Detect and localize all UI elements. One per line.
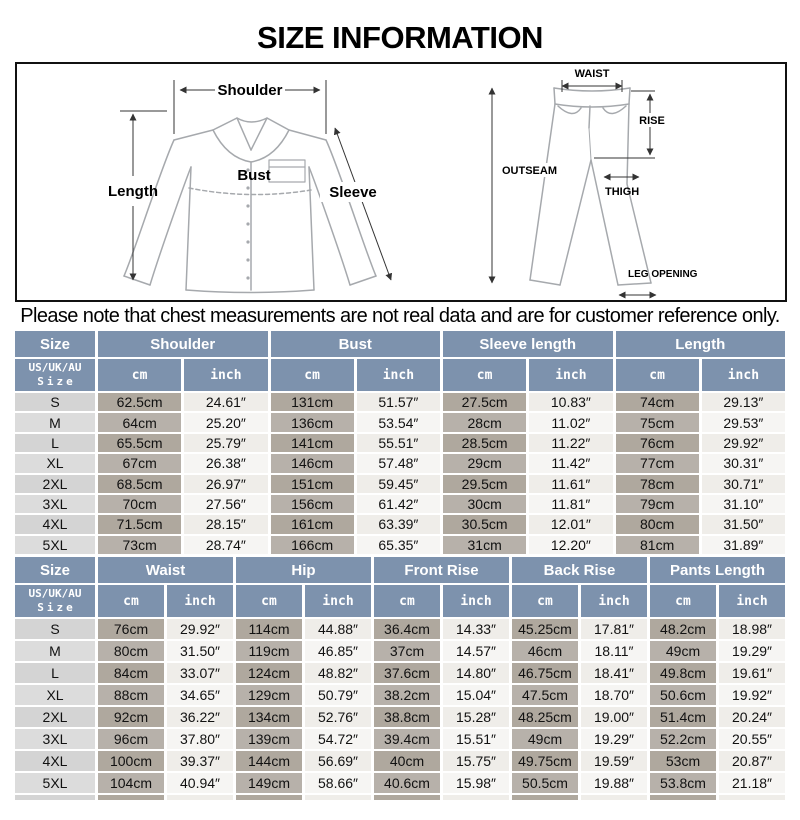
cm-value-cell: 46.75cm bbox=[512, 663, 578, 683]
cm-value-cell: 134cm bbox=[236, 707, 302, 727]
inch-value-cell: 31.89″ bbox=[702, 536, 785, 554]
pants-thigh-label: THIGH bbox=[605, 186, 640, 198]
size-cell: 3XL bbox=[15, 729, 95, 749]
inch-value-cell: 11.22″ bbox=[529, 434, 612, 452]
cropped-row-sliver bbox=[650, 795, 716, 800]
cm-value-cell: 73cm bbox=[98, 536, 181, 554]
cm-value-cell: 38.8cm bbox=[374, 707, 440, 727]
unit-header-inch: inch bbox=[184, 359, 267, 391]
cm-value-cell: 28cm bbox=[443, 413, 526, 431]
cropped-row-sliver bbox=[374, 795, 440, 800]
unit-header-cm: cm bbox=[374, 585, 440, 617]
shirt-length-label: Length bbox=[108, 183, 158, 200]
cm-value-cell: 49cm bbox=[512, 729, 578, 749]
size-cell: 4XL bbox=[15, 515, 95, 533]
cm-value-cell: 39.4cm bbox=[374, 729, 440, 749]
size-cell: L bbox=[15, 663, 95, 683]
inch-value-cell: 18.11″ bbox=[581, 641, 647, 661]
cm-value-cell: 49cm bbox=[650, 641, 716, 661]
inch-value-cell: 19.29″ bbox=[581, 729, 647, 749]
cm-value-cell: 48.2cm bbox=[650, 619, 716, 639]
unit-header-inch: inch bbox=[305, 585, 371, 617]
inch-value-cell: 31.50″ bbox=[167, 641, 233, 661]
inch-value-cell: 11.81″ bbox=[529, 495, 612, 513]
inch-value-cell: 44.88″ bbox=[305, 619, 371, 639]
bottoms-size-table bbox=[15, 557, 785, 800]
cm-value-cell: 36.4cm bbox=[374, 619, 440, 639]
cm-value-cell: 40cm bbox=[374, 751, 440, 771]
size-cell: 5XL bbox=[15, 773, 95, 793]
unit-header-inch: inch bbox=[443, 585, 509, 617]
inch-value-cell: 11.61″ bbox=[529, 475, 612, 493]
cm-value-cell: 88cm bbox=[98, 685, 164, 705]
cm-value-cell: 29cm bbox=[443, 454, 526, 472]
inch-value-cell: 50.79″ bbox=[305, 685, 371, 705]
cm-value-cell: 129cm bbox=[236, 685, 302, 705]
inch-value-cell: 55.51″ bbox=[357, 434, 440, 452]
inch-value-cell: 28.74″ bbox=[184, 536, 267, 554]
cm-value-cell: 62.5cm bbox=[98, 393, 181, 411]
inch-value-cell: 59.45″ bbox=[357, 475, 440, 493]
inch-value-cell: 31.10″ bbox=[702, 495, 785, 513]
cropped-row-sliver bbox=[443, 795, 509, 800]
size-cell: XL bbox=[15, 454, 95, 472]
cm-value-cell: 79cm bbox=[616, 495, 699, 513]
inch-value-cell: 39.37″ bbox=[167, 751, 233, 771]
group-header: Sleeve length bbox=[443, 331, 613, 357]
cm-value-cell: 48.25cm bbox=[512, 707, 578, 727]
unit-header-cm: cm bbox=[512, 585, 578, 617]
unit-header-inch: inch bbox=[702, 359, 785, 391]
cropped-row-sliver bbox=[167, 795, 233, 800]
inch-value-cell: 27.56″ bbox=[184, 495, 267, 513]
pants-outseam-label: OUTSEAM bbox=[502, 165, 557, 177]
inch-value-cell: 19.88″ bbox=[581, 773, 647, 793]
inch-value-cell: 26.97″ bbox=[184, 475, 267, 493]
cm-value-cell: 161cm bbox=[271, 515, 354, 533]
cm-value-cell: 70cm bbox=[98, 495, 181, 513]
inch-value-cell: 15.28″ bbox=[443, 707, 509, 727]
inch-value-cell: 54.72″ bbox=[305, 729, 371, 749]
cm-value-cell: 100cm bbox=[98, 751, 164, 771]
cm-value-cell: 49.75cm bbox=[512, 751, 578, 771]
page-title: SIZE INFORMATION bbox=[257, 20, 543, 55]
cm-value-cell: 27.5cm bbox=[443, 393, 526, 411]
size-subheader-line: Size bbox=[37, 601, 76, 614]
inch-value-cell: 57.48″ bbox=[357, 454, 440, 472]
group-header: Hip bbox=[236, 557, 371, 583]
cm-value-cell: 144cm bbox=[236, 751, 302, 771]
cm-value-cell: 28.5cm bbox=[443, 434, 526, 452]
cm-value-cell: 76cm bbox=[616, 434, 699, 452]
group-header: Back Rise bbox=[512, 557, 647, 583]
size-subheader bbox=[15, 359, 95, 391]
size-cell: L bbox=[15, 434, 95, 452]
pants-waist-label: WAIST bbox=[574, 68, 610, 80]
cm-value-cell: 65.5cm bbox=[98, 434, 181, 452]
cropped-row-sliver bbox=[98, 795, 164, 800]
cm-value-cell: 131cm bbox=[271, 393, 354, 411]
inch-value-cell: 19.29″ bbox=[719, 641, 785, 661]
size-subheader bbox=[15, 585, 95, 617]
unit-header-inch: inch bbox=[357, 359, 440, 391]
disclaimer-note: Please note that chest measurements are not real data and are for customer reference only. bbox=[20, 305, 780, 327]
cm-value-cell: 37.6cm bbox=[374, 663, 440, 683]
inch-value-cell: 46.85″ bbox=[305, 641, 371, 661]
inch-value-cell: 18.70″ bbox=[581, 685, 647, 705]
unit-header-cm: cm bbox=[443, 359, 526, 391]
cm-value-cell: 51.4cm bbox=[650, 707, 716, 727]
shirt-shoulder-label: Shoulder bbox=[217, 82, 283, 99]
inch-value-cell: 11.02″ bbox=[529, 413, 612, 431]
inch-value-cell: 17.81″ bbox=[581, 619, 647, 639]
cm-value-cell: 80cm bbox=[616, 515, 699, 533]
cm-value-cell: 74cm bbox=[616, 393, 699, 411]
size-cell: XL bbox=[15, 685, 95, 705]
inch-value-cell: 33.07″ bbox=[167, 663, 233, 683]
cm-value-cell: 50.5cm bbox=[512, 773, 578, 793]
size-cell: 2XL bbox=[15, 475, 95, 493]
group-header: Front Rise bbox=[374, 557, 509, 583]
inch-value-cell: 30.71″ bbox=[702, 475, 785, 493]
inch-value-cell: 29.53″ bbox=[702, 413, 785, 431]
inch-value-cell: 37.80″ bbox=[167, 729, 233, 749]
inch-value-cell: 51.57″ bbox=[357, 393, 440, 411]
cm-value-cell: 45.25cm bbox=[512, 619, 578, 639]
cm-value-cell: 49.8cm bbox=[650, 663, 716, 683]
inch-value-cell: 48.82″ bbox=[305, 663, 371, 683]
unit-header-cm: cm bbox=[98, 585, 164, 617]
cm-value-cell: 141cm bbox=[271, 434, 354, 452]
inch-value-cell: 31.50″ bbox=[702, 515, 785, 533]
pants-leg-opening-label: LEG OPENING bbox=[628, 269, 698, 280]
inch-value-cell: 18.98″ bbox=[719, 619, 785, 639]
inch-value-cell: 25.20″ bbox=[184, 413, 267, 431]
unit-header-inch: inch bbox=[581, 585, 647, 617]
cm-value-cell: 92cm bbox=[98, 707, 164, 727]
inch-value-cell: 19.92″ bbox=[719, 685, 785, 705]
cm-value-cell: 38.2cm bbox=[374, 685, 440, 705]
inch-value-cell: 61.42″ bbox=[357, 495, 440, 513]
cropped-row-sliver bbox=[512, 795, 578, 800]
shirt-diagram bbox=[17, 64, 478, 300]
inch-value-cell: 11.42″ bbox=[529, 454, 612, 472]
inch-value-cell: 20.55″ bbox=[719, 729, 785, 749]
shirt-sketch bbox=[124, 118, 376, 293]
unit-header-cm: cm bbox=[98, 359, 181, 391]
size-cell: S bbox=[15, 619, 95, 639]
shirt-sleeve-label: Sleeve bbox=[329, 184, 377, 201]
pants-rise-label: RISE bbox=[639, 115, 665, 127]
inch-value-cell: 21.18″ bbox=[719, 773, 785, 793]
cm-value-cell: 146cm bbox=[271, 454, 354, 472]
cm-value-cell: 114cm bbox=[236, 619, 302, 639]
cropped-row-sliver bbox=[719, 795, 785, 800]
pants-annotations bbox=[492, 68, 698, 295]
cm-value-cell: 40.6cm bbox=[374, 773, 440, 793]
inch-value-cell: 20.24″ bbox=[719, 707, 785, 727]
cm-value-cell: 78cm bbox=[616, 475, 699, 493]
inch-value-cell: 26.38″ bbox=[184, 454, 267, 472]
cm-value-cell: 119cm bbox=[236, 641, 302, 661]
size-cell: S bbox=[15, 393, 95, 411]
measurement-diagram-box bbox=[15, 62, 787, 302]
cm-value-cell: 139cm bbox=[236, 729, 302, 749]
size-subheader-line: US/UK/AU bbox=[28, 360, 82, 374]
cm-value-cell: 104cm bbox=[98, 773, 164, 793]
cm-value-cell: 156cm bbox=[271, 495, 354, 513]
inch-value-cell: 15.98″ bbox=[443, 773, 509, 793]
shirt-bust-label: Bust bbox=[237, 167, 271, 184]
cm-value-cell: 166cm bbox=[271, 536, 354, 554]
cm-value-cell: 47.5cm bbox=[512, 685, 578, 705]
cm-value-cell: 76cm bbox=[98, 619, 164, 639]
cropped-row-sliver bbox=[15, 795, 95, 800]
inch-value-cell: 15.75″ bbox=[443, 751, 509, 771]
cm-value-cell: 151cm bbox=[271, 475, 354, 493]
cm-value-cell: 64cm bbox=[98, 413, 181, 431]
cm-value-cell: 52.2cm bbox=[650, 729, 716, 749]
inch-value-cell: 40.94″ bbox=[167, 773, 233, 793]
cm-value-cell: 75cm bbox=[616, 413, 699, 431]
tops-size-table bbox=[15, 331, 785, 554]
inch-value-cell: 58.66″ bbox=[305, 773, 371, 793]
group-header: Pants Length bbox=[650, 557, 785, 583]
inch-value-cell: 34.65″ bbox=[167, 685, 233, 705]
inch-value-cell: 20.87″ bbox=[719, 751, 785, 771]
cm-value-cell: 124cm bbox=[236, 663, 302, 683]
group-header: Bust bbox=[271, 331, 441, 357]
cropped-row-sliver bbox=[305, 795, 371, 800]
inch-value-cell: 56.69″ bbox=[305, 751, 371, 771]
inch-value-cell: 19.00″ bbox=[581, 707, 647, 727]
size-subheader-line: Size bbox=[37, 375, 76, 388]
inch-value-cell: 19.61″ bbox=[719, 663, 785, 683]
inch-value-cell: 14.33″ bbox=[443, 619, 509, 639]
cm-value-cell: 149cm bbox=[236, 773, 302, 793]
inch-value-cell: 12.01″ bbox=[529, 515, 612, 533]
cm-value-cell: 77cm bbox=[616, 454, 699, 472]
unit-header-cm: cm bbox=[236, 585, 302, 617]
group-header: Shoulder bbox=[98, 331, 268, 357]
size-subheader-line: US/UK/AU bbox=[28, 586, 82, 600]
inch-value-cell: 29.92″ bbox=[702, 434, 785, 452]
inch-value-cell: 63.39″ bbox=[357, 515, 440, 533]
shirt-annotations bbox=[108, 80, 391, 280]
cm-value-cell: 30cm bbox=[443, 495, 526, 513]
inch-value-cell: 15.04″ bbox=[443, 685, 509, 705]
inch-value-cell: 28.15″ bbox=[184, 515, 267, 533]
unit-header-cm: cm bbox=[650, 585, 716, 617]
inch-value-cell: 15.51″ bbox=[443, 729, 509, 749]
inch-value-cell: 24.61″ bbox=[184, 393, 267, 411]
inch-value-cell: 65.35″ bbox=[357, 536, 440, 554]
size-column-header: Size bbox=[15, 557, 95, 583]
cm-value-cell: 31cm bbox=[443, 536, 526, 554]
cm-value-cell: 80cm bbox=[98, 641, 164, 661]
cm-value-cell: 29.5cm bbox=[443, 475, 526, 493]
size-cell: M bbox=[15, 413, 95, 431]
unit-header-inch: inch bbox=[529, 359, 612, 391]
cm-value-cell: 68.5cm bbox=[98, 475, 181, 493]
cm-value-cell: 53.8cm bbox=[650, 773, 716, 793]
unit-header-cm: cm bbox=[271, 359, 354, 391]
inch-value-cell: 30.31″ bbox=[702, 454, 785, 472]
cm-value-cell: 136cm bbox=[271, 413, 354, 431]
cm-value-cell: 96cm bbox=[98, 729, 164, 749]
unit-header-cm: cm bbox=[616, 359, 699, 391]
inch-value-cell: 18.41″ bbox=[581, 663, 647, 683]
cm-value-cell: 67cm bbox=[98, 454, 181, 472]
inch-value-cell: 36.22″ bbox=[167, 707, 233, 727]
cm-value-cell: 84cm bbox=[98, 663, 164, 683]
cm-value-cell: 50.6cm bbox=[650, 685, 716, 705]
group-header: Waist bbox=[98, 557, 233, 583]
size-cell: 5XL bbox=[15, 536, 95, 554]
inch-value-cell: 14.57″ bbox=[443, 641, 509, 661]
pants-diagram bbox=[478, 64, 783, 300]
group-header: Length bbox=[616, 331, 786, 357]
cm-value-cell: 30.5cm bbox=[443, 515, 526, 533]
cropped-row-sliver bbox=[236, 795, 302, 800]
size-cell: 2XL bbox=[15, 707, 95, 727]
size-cell: 3XL bbox=[15, 495, 95, 513]
cm-value-cell: 53cm bbox=[650, 751, 716, 771]
cropped-row-sliver bbox=[581, 795, 647, 800]
inch-value-cell: 12.20″ bbox=[529, 536, 612, 554]
inch-value-cell: 52.76″ bbox=[305, 707, 371, 727]
cm-value-cell: 37cm bbox=[374, 641, 440, 661]
size-column-header: Size bbox=[15, 331, 95, 357]
inch-value-cell: 25.79″ bbox=[184, 434, 267, 452]
size-cell: 4XL bbox=[15, 751, 95, 771]
unit-header-inch: inch bbox=[167, 585, 233, 617]
inch-value-cell: 29.13″ bbox=[702, 393, 785, 411]
size-cell: M bbox=[15, 641, 95, 661]
inch-value-cell: 10.83″ bbox=[529, 393, 612, 411]
cm-value-cell: 71.5cm bbox=[98, 515, 181, 533]
inch-value-cell: 19.59″ bbox=[581, 751, 647, 771]
inch-value-cell: 29.92″ bbox=[167, 619, 233, 639]
unit-header-inch: inch bbox=[719, 585, 785, 617]
cm-value-cell: 81cm bbox=[616, 536, 699, 554]
inch-value-cell: 53.54″ bbox=[357, 413, 440, 431]
inch-value-cell: 14.80″ bbox=[443, 663, 509, 683]
cm-value-cell: 46cm bbox=[512, 641, 578, 661]
